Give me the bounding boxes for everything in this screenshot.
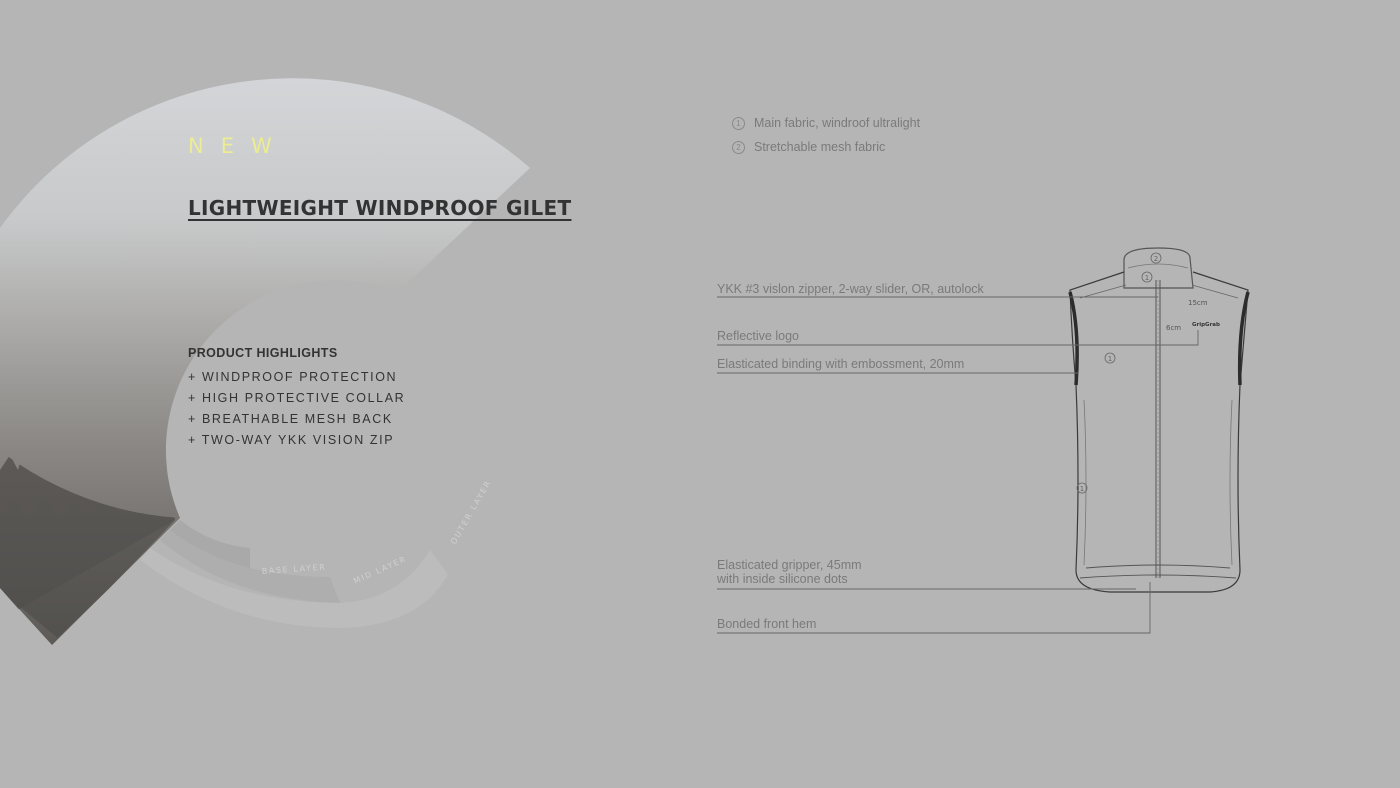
- layer-label-mid: MID LAYER: [352, 554, 409, 586]
- marker-2-collar: [1151, 253, 1161, 263]
- callout-binding: Elasticated binding with embossment, 20mm: [717, 357, 965, 371]
- marker-1-front: [1105, 353, 1115, 363]
- legend-label-1: Main fabric, windroof ultralight: [754, 116, 921, 130]
- legend-label-2: Stretchable mesh fabric: [754, 139, 886, 154]
- dimension-logo: 6cm: [1166, 324, 1182, 332]
- legend-number-1: 1: [732, 117, 745, 130]
- highlights-heading: PRODUCT HIGHLIGHTS: [188, 346, 338, 360]
- fabric-legend: [732, 116, 920, 163]
- dimension-collar: 15cm: [1188, 299, 1208, 307]
- svg-text:1: 1: [1144, 274, 1150, 282]
- chest-logo: GripGrab: [1192, 322, 1220, 328]
- highlight-item: + TWO-WAY YKK VISION ZIP: [188, 433, 395, 447]
- highlight-item: + WINDPROOF PROTECTION: [188, 370, 398, 384]
- svg-text:2: 2: [1153, 255, 1159, 263]
- callout-gripper-line1: Elasticated gripper, 45mm: [717, 558, 862, 572]
- new-badge: NEW: [188, 134, 289, 158]
- layer-label-outer: OUTER LAYER: [448, 478, 494, 546]
- callout-hem: Bonded front hem: [717, 617, 817, 631]
- callout-gripper-line2: with inside silicone dots: [717, 572, 848, 586]
- callout-reflective-logo: Reflective logo: [717, 329, 799, 343]
- layer-label-base: BASE LAYER: [261, 562, 327, 576]
- highlight-item: + BREATHABLE MESH BACK: [188, 412, 393, 426]
- legend-item: [732, 116, 920, 140]
- callout-zipper: YKK #3 vislon zipper, 2-way slider, OR, autolock: [717, 282, 984, 296]
- legend-item: [732, 140, 920, 164]
- svg-text:1: 1: [1107, 355, 1113, 363]
- marker-1-collar: [1142, 272, 1152, 282]
- svg-text:1: 1: [1079, 485, 1085, 493]
- product-title: LIGHTWEIGHT WINDPROOF GILET: [188, 196, 572, 220]
- callout-gripper: [717, 558, 862, 586]
- legend-number-2: 2: [732, 141, 745, 154]
- highlights-list: [188, 370, 405, 454]
- gilet-outline: [1070, 248, 1248, 592]
- highlight-item: + HIGH PROTECTIVE COLLAR: [188, 391, 406, 405]
